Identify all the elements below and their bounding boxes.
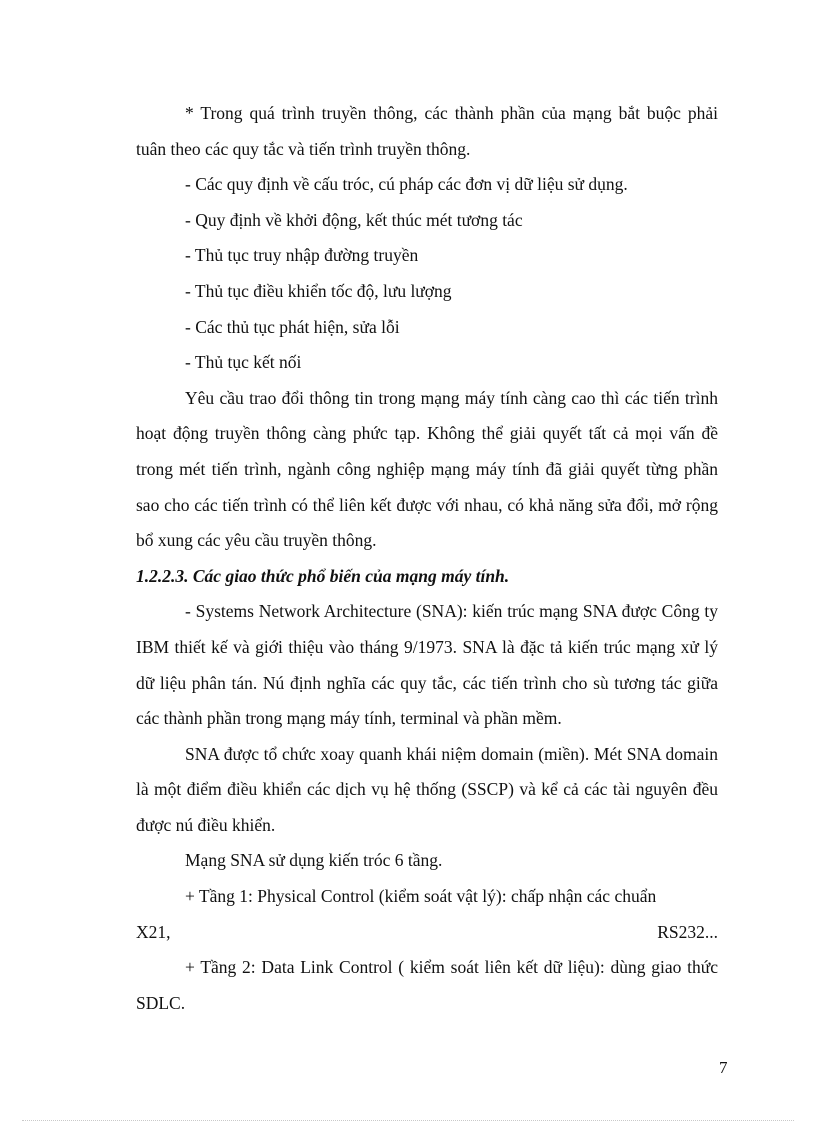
list-item: - Quy định về khởi động, kết thúc mét tương tác bbox=[185, 209, 523, 230]
paragraph-layers: Mạng SNA sử dụng kiến tróc 6 tầng. bbox=[185, 850, 443, 871]
paragraph-intro: * Trong quá trình truyền thông, các thành phần của mạng bắt buộc phải tuân theo các quy tắc và tiến trình truyền thông. bbox=[136, 103, 718, 159]
list-item: - Thủ tục truy nhập đường truyền bbox=[185, 245, 419, 266]
list-item: - Các thủ tục phát hiện, sửa lỗi bbox=[185, 316, 400, 337]
list-item: - Các quy định về cấu tróc, cú pháp các đơn vị dữ liệu sử dụng. bbox=[185, 174, 628, 195]
page-number: 7 bbox=[719, 1058, 728, 1077]
paragraph-requirements: Yêu cầu trao đổi thông tin trong mạng máy tính càng cao thì các tiến trình hoạt động truyền thông càng phức tạp. Không thể giải quyết tất cả mọi vấn đề trong mét tiến trình, ngành công nghiệp mạng máy tính đã giải quyết từng phần sao cho các tiến trình có thể liên kết được với nhau, có khả năng sửa đổi, mở rộng bổ xung các yêu cầu truyền thông. bbox=[136, 387, 718, 551]
paragraph-domain: SNA được tổ chức xoay quanh khái niệm domain (miền). Mét SNA domain là một điểm điều khiển các dịch vụ hệ thống (SSCP) và kể cả các tài nguyên đều được nú điều khiển. bbox=[136, 743, 718, 835]
section-heading: 1.2.2.3. Các giao thức phổ biến của mạng máy tính. bbox=[136, 565, 510, 586]
standard-x21: X21, bbox=[136, 921, 171, 942]
body-text bbox=[136, 96, 718, 1021]
page-bottom-divider bbox=[22, 1120, 794, 1121]
paragraph-sna: - Systems Network Architecture (SNA): kiến trúc mạng SNA được Công ty IBM thiết kế và giới thiệu vào tháng 9/1973. SNA là đặc tả kiến trúc mạng xử lý dữ liệu phân tán. Nú định nghĩa các quy tắc, các tiến trình cho sù tương tác giữa các thành phần trong mạng máy tính, terminal và phần mềm. bbox=[136, 601, 718, 729]
list-item: - Thủ tục điều khiển tốc độ, lưu lượng bbox=[185, 280, 452, 301]
paragraph-layer-1: + Tầng 1: Physical Control (kiểm soát vật lý): chấp nhận các chuẩn bbox=[185, 886, 657, 907]
standard-rs232: RS232... bbox=[657, 921, 718, 942]
list-item: - Thủ tục kết nối bbox=[185, 352, 302, 373]
paragraph-layer-2: + Tầng 2: Data Link Control ( kiểm soát liên kết dữ liệu): dùng giao thức SDLC. bbox=[136, 957, 718, 1013]
layer-1-standards bbox=[136, 915, 718, 951]
